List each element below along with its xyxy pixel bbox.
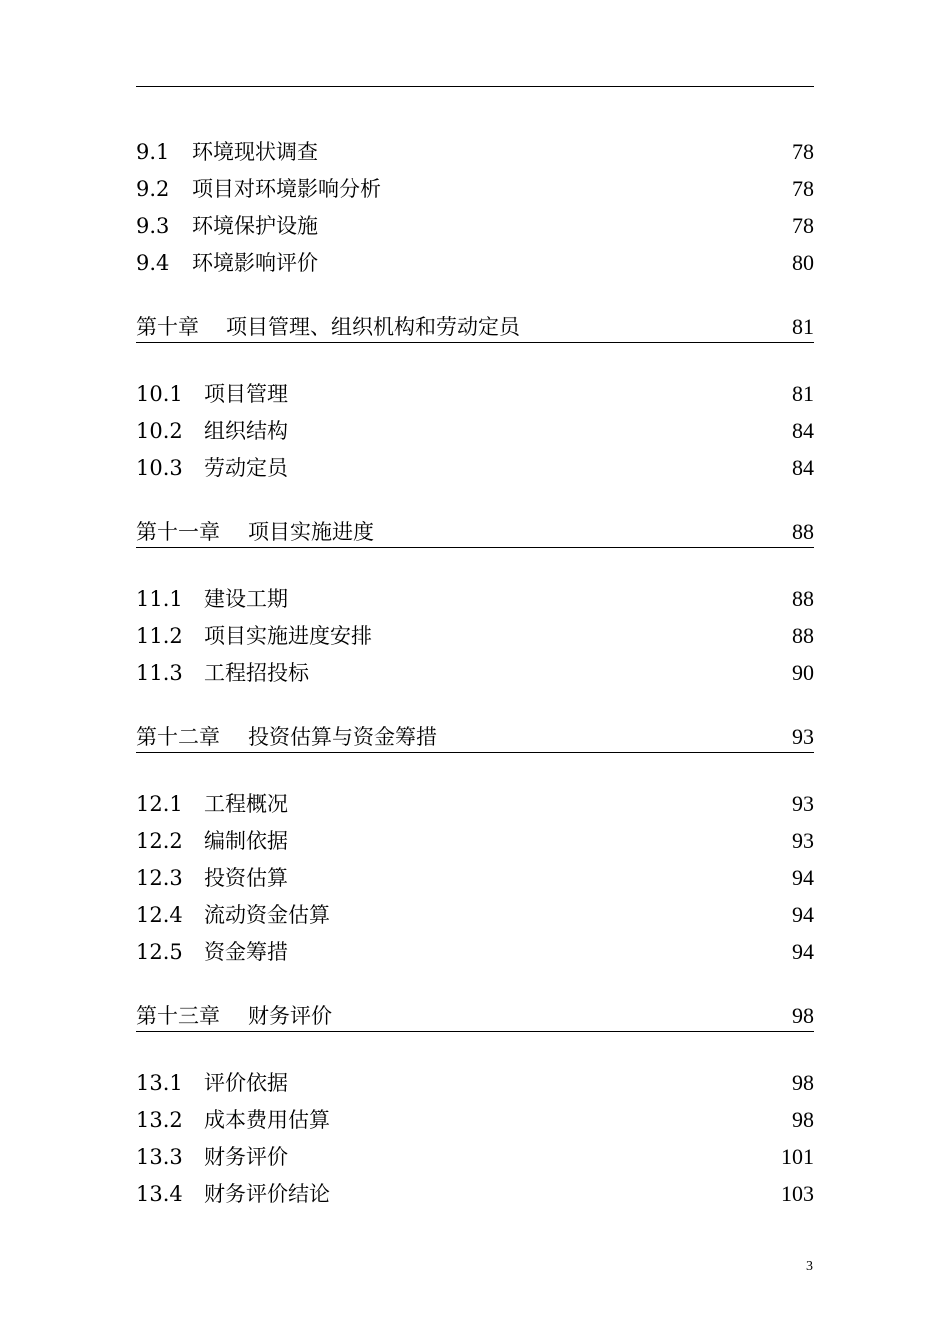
toc-entry-number: 9.2 — [136, 177, 170, 201]
toc-entry-number: 13.1 — [136, 1071, 183, 1095]
toc-entry-number: 9.3 — [136, 214, 170, 238]
toc-entry-title: 建设工期 — [204, 587, 288, 611]
toc-entry-title: 项目实施进度安排 — [204, 624, 372, 648]
toc-entry-12-1[interactable] — [136, 789, 814, 819]
toc-entry-title: 劳动定员 — [204, 456, 288, 480]
toc-entry-page: 103 — [781, 1181, 814, 1206]
toc-entry-9-2[interactable] — [136, 174, 814, 204]
toc-chapter-number: 第十三章 — [136, 1004, 220, 1028]
toc-entry-10-3[interactable] — [136, 453, 814, 483]
toc-entry-number: 9.1 — [136, 140, 170, 164]
toc-entry-number: 13.4 — [136, 1182, 183, 1206]
toc-entry-12-5[interactable] — [136, 937, 814, 967]
toc-entry-page: 84 — [792, 418, 814, 443]
toc-chapter-title: 财务评价 — [248, 1004, 332, 1028]
toc-entry-page: 93 — [792, 791, 814, 816]
toc-entry-title: 项目对环境影响分析 — [192, 177, 381, 201]
toc-entry-page: 98 — [792, 1070, 814, 1095]
toc-entry-9-1[interactable] — [136, 137, 814, 167]
toc-entry-13-2[interactable] — [136, 1105, 814, 1135]
toc-chapter-title: 投资估算与资金筹措 — [248, 725, 437, 749]
toc-entry-title: 工程招投标 — [204, 661, 309, 685]
toc-entry-page: 88 — [792, 586, 814, 611]
toc-entry-number: 12.1 — [136, 792, 183, 816]
toc-entry-page: 78 — [792, 213, 814, 238]
toc-chapter-12[interactable] — [136, 722, 814, 753]
toc-chapter-number: 第十二章 — [136, 725, 220, 749]
toc-entry-12-4[interactable] — [136, 900, 814, 930]
toc-entry-title: 环境现状调查 — [192, 140, 318, 164]
toc-entry-number: 10.2 — [136, 419, 183, 443]
toc-entry-title: 工程概况 — [204, 792, 288, 816]
toc-entry-9-3[interactable] — [136, 211, 814, 241]
toc-entry-13-4[interactable] — [136, 1179, 814, 1209]
toc-entry-number: 12.5 — [136, 940, 183, 964]
toc-entry-11-2[interactable] — [136, 621, 814, 651]
toc-entry-13-1[interactable] — [136, 1068, 814, 1098]
toc-entry-number: 12.3 — [136, 866, 183, 890]
toc-entry-page: 94 — [792, 902, 814, 927]
toc-entry-title: 流动资金估算 — [204, 903, 330, 927]
toc-entry-number: 9.4 — [136, 251, 170, 275]
toc-entry-12-3[interactable] — [136, 863, 814, 893]
toc-chapter-title: 项目管理、组织机构和劳动定员 — [226, 315, 520, 339]
page-number: 3 — [806, 1259, 813, 1274]
toc-entry-number: 12.4 — [136, 903, 183, 927]
toc-entry-page: 84 — [792, 455, 814, 480]
toc-entry-title: 评价依据 — [204, 1071, 288, 1095]
toc-entry-page: 78 — [792, 176, 814, 201]
toc-entry-11-3[interactable] — [136, 658, 814, 688]
toc-entry-10-2[interactable] — [136, 416, 814, 446]
toc-entry-page: 80 — [792, 250, 814, 275]
toc-chapter-page: 88 — [792, 519, 814, 544]
toc-entry-title: 成本费用估算 — [204, 1108, 330, 1132]
header-rule — [136, 86, 814, 87]
toc-entry-page: 90 — [792, 660, 814, 685]
toc-entry-title: 编制依据 — [204, 829, 288, 853]
toc-chapter-number: 第十章 — [136, 315, 199, 339]
toc-entry-9-4[interactable] — [136, 248, 814, 278]
toc-entry-10-1[interactable] — [136, 379, 814, 409]
toc-entry-number: 12.2 — [136, 829, 183, 853]
toc-entry-12-2[interactable] — [136, 826, 814, 856]
toc-entry-number: 13.2 — [136, 1108, 183, 1132]
toc-chapter-page: 93 — [792, 724, 814, 749]
toc-entry-page: 81 — [792, 381, 814, 406]
toc-entry-title: 组织结构 — [204, 419, 288, 443]
toc-chapter-title: 项目实施进度 — [248, 520, 374, 544]
toc-chapter-page: 98 — [792, 1003, 814, 1028]
toc-entry-title: 资金筹措 — [204, 940, 288, 964]
toc-entry-13-3[interactable] — [136, 1142, 814, 1172]
toc-entry-title: 环境保护设施 — [192, 214, 318, 238]
toc-entry-number: 11.2 — [136, 624, 183, 648]
toc-chapter-page: 81 — [792, 314, 814, 339]
toc-entry-page: 88 — [792, 623, 814, 648]
toc-entry-page: 98 — [792, 1107, 814, 1132]
toc-entry-number: 11.1 — [136, 587, 183, 611]
toc-entry-page: 101 — [781, 1144, 814, 1169]
toc-entry-11-1[interactable] — [136, 584, 814, 614]
toc-chapter-11[interactable] — [136, 517, 814, 548]
toc-entry-title: 财务评价结论 — [204, 1182, 330, 1206]
toc-entry-title: 环境影响评价 — [192, 251, 318, 275]
toc-chapter-10[interactable] — [136, 312, 814, 343]
toc-entry-page: 94 — [792, 865, 814, 890]
toc-entry-page: 94 — [792, 939, 814, 964]
toc-entry-title: 财务评价 — [204, 1145, 288, 1169]
toc-entry-number: 11.3 — [136, 661, 183, 685]
toc-entry-title: 项目管理 — [204, 382, 288, 406]
toc-chapter-13[interactable] — [136, 1001, 814, 1032]
toc-entry-title: 投资估算 — [204, 866, 288, 890]
toc-entry-number: 10.1 — [136, 382, 183, 406]
toc-entry-page: 78 — [792, 139, 814, 164]
toc-entry-number: 13.3 — [136, 1145, 183, 1169]
toc-entry-page: 93 — [792, 828, 814, 853]
toc-chapter-number: 第十一章 — [136, 520, 220, 544]
toc-entry-number: 10.3 — [136, 456, 183, 480]
